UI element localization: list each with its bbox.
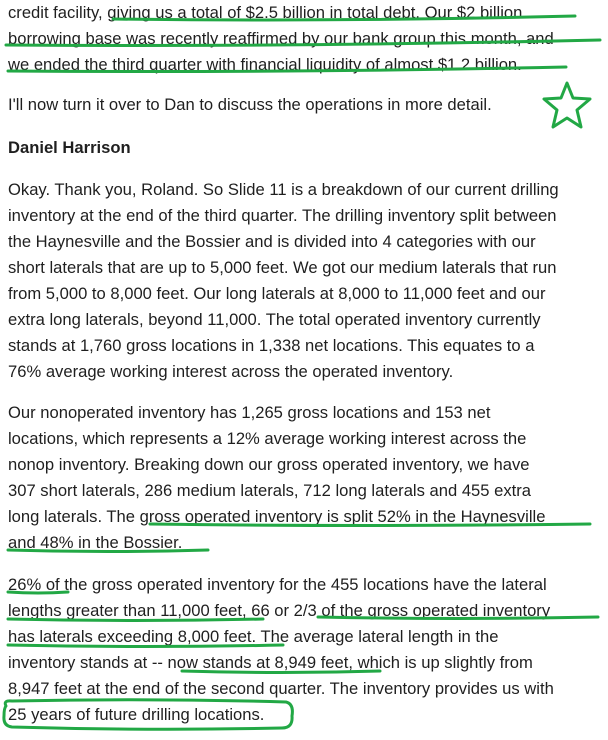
- para1-line-4: short laterals that are up to 5,000 feet. We got our medium laterals that run: [8, 258, 557, 277]
- para2-line-6: and 48% in the Bossier.: [8, 533, 183, 552]
- para1-line-6: extra long laterals, beyond 11,000. The total operated inventory currently: [8, 310, 541, 329]
- para2-line-3: nonop inventory. Breaking down our gross operated inventory, we have: [8, 455, 530, 474]
- para1-line-5: from 5,000 to 8,000 feet. Our long laterals at 8,000 to 11,000 feet and our: [8, 284, 546, 303]
- para2-line-1: Our nonoperated inventory has 1,265 gross locations and 153 net: [8, 403, 491, 422]
- para1-line-3: the Haynesville and the Bossier and is divided into 4 categories with our: [8, 232, 536, 251]
- handoff-line: I'll now turn it over to Dan to discuss the operations in more detail.: [8, 95, 492, 114]
- intro-line-2: borrowing base was recently reaffirmed by our bank group this month, and: [8, 29, 554, 48]
- para3-line-6: 25 years of future drilling locations.: [8, 705, 265, 724]
- para1-line-2: inventory at the end of the third quarter. The drilling inventory split between: [8, 206, 557, 225]
- para2-line-2: locations, which represents a 12% average working interest across the: [8, 429, 527, 448]
- para1-line-1: Okay. Thank you, Roland. So Slide 11 is a breakdown of our current drilling: [8, 180, 559, 199]
- para3-line-5: 8,947 feet at the end of the second quarter. The inventory provides us with: [8, 679, 554, 698]
- para1-line-7: stands at 1,760 gross locations in 1,338 net locations. This equates to a: [8, 336, 535, 355]
- intro-line-1: credit facility, giving us a total of $2.5 billion in total debt. Our $2 billion: [8, 3, 523, 22]
- para3-line-4: inventory stands at -- now stands at 8,949 feet, which is up slightly from: [8, 653, 533, 672]
- para3-line-2: lengths greater than 11,000 feet, 66 or 2/3 of the gross operated inventory: [8, 601, 551, 620]
- star-outline-icon: [544, 83, 590, 127]
- para3-line-1: 26% of the gross operated inventory for the 455 locations have the lateral: [8, 575, 547, 594]
- speaker-name: Daniel Harrison: [8, 138, 131, 157]
- para3-line-3: has laterals exceeding 8,000 feet. The average lateral length in the: [8, 627, 499, 646]
- intro-line-3: we ended the third quarter with financial liquidity of almost $1.2 billion.: [8, 55, 522, 74]
- para2-line-5: long laterals. The gross operated inventory is split 52% in the Haynesville: [8, 507, 546, 526]
- para2-line-4: 307 short laterals, 286 medium laterals, 712 long laterals and 455 extra: [8, 481, 532, 500]
- para1-line-8: 76% average working interest across the operated inventory.: [8, 362, 454, 381]
